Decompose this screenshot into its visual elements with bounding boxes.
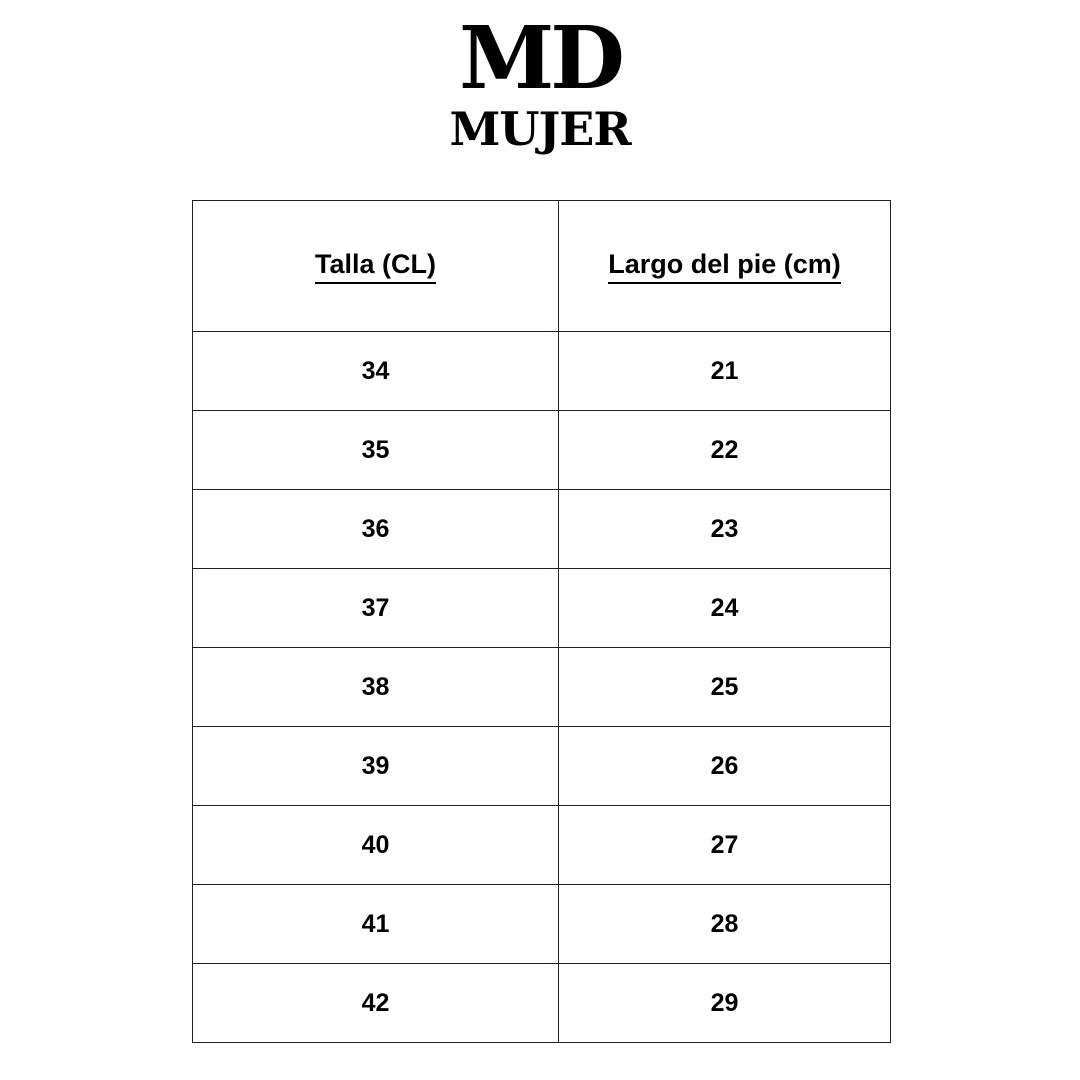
cell-largo: 26 bbox=[559, 727, 891, 806]
size-table bbox=[192, 200, 891, 1043]
table-row bbox=[193, 727, 891, 806]
column-header-talla-label: Talla (CL) bbox=[315, 248, 436, 284]
column-header-talla bbox=[193, 201, 559, 332]
table-header-row bbox=[193, 201, 891, 332]
cell-largo: 25 bbox=[559, 648, 891, 727]
cell-largo: 28 bbox=[559, 885, 891, 964]
table-row bbox=[193, 648, 891, 727]
cell-talla: 37 bbox=[193, 569, 559, 648]
table-row bbox=[193, 806, 891, 885]
column-header-largo bbox=[559, 201, 891, 332]
table-row bbox=[193, 964, 891, 1043]
table-row bbox=[193, 569, 891, 648]
cell-talla: 40 bbox=[193, 806, 559, 885]
table-row bbox=[193, 885, 891, 964]
cell-talla: 39 bbox=[193, 727, 559, 806]
table-head bbox=[193, 201, 891, 332]
cell-largo: 24 bbox=[559, 569, 891, 648]
size-table-container bbox=[192, 200, 890, 1043]
cell-talla: 34 bbox=[193, 332, 559, 411]
cell-talla: 42 bbox=[193, 964, 559, 1043]
brand-header bbox=[0, 0, 1080, 156]
cell-talla: 38 bbox=[193, 648, 559, 727]
cell-largo: 21 bbox=[559, 332, 891, 411]
cell-largo: 22 bbox=[559, 411, 891, 490]
table-body bbox=[193, 332, 891, 1043]
brand-subtitle: MUJER bbox=[449, 101, 631, 156]
cell-talla: 35 bbox=[193, 411, 559, 490]
brand-logo-text: MD bbox=[459, 8, 621, 109]
cell-talla: 36 bbox=[193, 490, 559, 569]
table-row bbox=[193, 411, 891, 490]
table-row bbox=[193, 490, 891, 569]
cell-largo: 29 bbox=[559, 964, 891, 1043]
table-row bbox=[193, 332, 891, 411]
column-header-largo-label: Largo del pie (cm) bbox=[608, 248, 841, 284]
cell-largo: 27 bbox=[559, 806, 891, 885]
cell-talla: 41 bbox=[193, 885, 559, 964]
cell-largo: 23 bbox=[559, 490, 891, 569]
